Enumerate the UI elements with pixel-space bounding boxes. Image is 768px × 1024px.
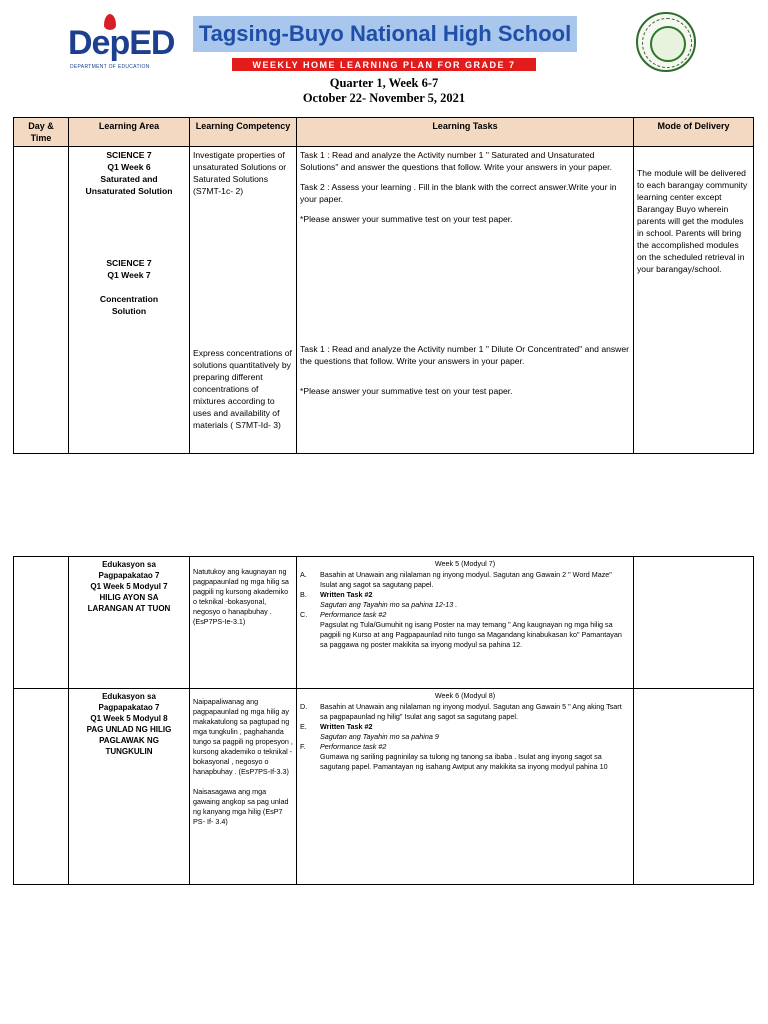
- day-time-cell: [14, 147, 69, 454]
- competency-week6: Investigate properties of unsaturated Solutions or Saturated Solutions (S7MT-1c- 2): [193, 150, 287, 196]
- table-row: [14, 557, 754, 689]
- deped-logo: [68, 14, 175, 74]
- learning-area-cell: Edukasyon sa Pagpapakatao 7 Q1 Week 5 Modyul 8 PAG UNLAD NG HILIG PAGLAWAK NG TUNGKULIN: [69, 689, 190, 885]
- table-header-row: [14, 118, 754, 147]
- deped-wordmark: DepED: [68, 24, 175, 62]
- task-week6-2: Task 2 : Assess your learning . Fill in the blank with the correct answer.Write your in your paper.: [300, 182, 617, 204]
- table-row: [14, 689, 754, 885]
- day-time-cell: [14, 689, 69, 885]
- school-name: Tagsing-Buyo National High School: [198, 21, 572, 46]
- day-time-cell: [14, 557, 69, 689]
- delivery-text: The module will be delivered to each barangay community learning center except Barangay Buyo wherein parents will get the modules in school. Parents will bring the accomplished modules on the scheduled retrieval in your barangay/school.: [637, 168, 748, 274]
- learning-area-cell: Edukasyon sa Pagpapakatao 7 Q1 Week 5 Modyul 7 HILIG AYON SA LARANGAN AT TUON: [69, 557, 190, 689]
- learning-tasks-cell: Week 5 (Modyul 7) A. Basahin at Unawain ang nilalaman ng inyong modyul. Sagutan ang Gawain 2 " Word Maze" Isulat ang sagot sa sagutang papel. B. Written Task #2 Sagutan ang Tayahin mo sa pahina 12-13 . C. Performance task #2 Pagsulat ng Tula/Gumuhit ng isang Poster na may temang " Ang kaugnayan ng mga hilig sa pagpili ng Kurso at ang Pagpapaunlad nito tungo sa Magandang kinabukasan ko" Pamantayan sa paggawa ng poster makikita sa inyong modyul sa pahina 12.: [297, 557, 634, 689]
- mode-of-delivery-cell: [634, 147, 754, 454]
- mode-of-delivery-cell: [634, 689, 754, 885]
- school-name-banner: [193, 16, 577, 52]
- learning-competency-cell: [190, 147, 297, 454]
- plan-title: WEEKLY HOME LEARNING PLAN FOR GRADE 7: [252, 59, 516, 70]
- table-row: [14, 147, 754, 454]
- esp-plan-table: [13, 556, 754, 885]
- learning-competency-cell: Natutukoy ang kaugnayan ng pagpapaunlad ng mga hilig sa pagpili ng kursong akademiko o teknikal -bokasyonal, negosyo o hanapbuhay . (EsP7PS-Ie-3.1): [190, 557, 297, 689]
- plan-title-banner: [232, 58, 536, 71]
- quarter-week: Quarter 1, Week 6-7: [329, 76, 439, 90]
- col-learning-tasks: Learning Tasks: [297, 118, 634, 147]
- date-range: October 22- November 5, 2021: [302, 91, 466, 105]
- school-seal-icon: [636, 12, 696, 72]
- science-plan-table: [13, 117, 754, 454]
- col-learning-area: Learning Area: [69, 118, 190, 147]
- col-mode-of-delivery: Mode of Delivery: [634, 118, 754, 147]
- task-week6-summative: *Please answer your summative test on your test paper.: [300, 214, 513, 224]
- task-week7-1: Task 1 : Read and analyze the Activity number 1 " Dilute Or Concentrated" and answer the questions that follow. Write your answers in your paper.: [300, 344, 630, 366]
- competency-week7: Express concentrations of solutions quantitatively by preparing different concentrations of mixtures according to uses and availability of materials ( S7MT-Id- 3): [193, 348, 292, 430]
- deped-subtitle: DEPARTMENT OF EDUCATION: [70, 64, 150, 70]
- task-week6-1: Task 1 : Read and analyze the Activity number 1 " Saturated and Unsaturated Solutions" and answer the questions that follow. Write your answers in your paper.: [300, 150, 612, 172]
- col-day-time: Day & Time: [14, 118, 69, 147]
- mode-of-delivery-cell: [634, 557, 754, 689]
- learning-competency-cell: Naipapaliwanag ang pagpapaunlad ng mga hilig ay makakatulong sa pagtupad ng mga tungkulin , paghahanda tungo sa pagpili ng propesyon , kursong akademiko o teknikal -bokasyonal , negosyo o hanapbuhay . (EsP7PS-If-3.3) Naisasagawa ang mga gawaing angkop sa pag unlad ng kanyang mga hilig (EsP7 PS- If- 3.4): [190, 689, 297, 885]
- task-week7-summative: *Please answer your summative test on your test paper.: [300, 386, 513, 396]
- learning-area-cell: SCIENCE 7 Q1 Week 6 Saturated and Unsaturated Solution SCIENCE 7 Q1 Week 7 Concentration Solution: [69, 147, 190, 454]
- learning-tasks-cell: Week 6 (Modyul 8) D. Basahin at Unawain ang nilalaman ng inyong modyul. Sagutan ang Gawain 5 " Ang aking Tsart sa pagpapaunlad ng hilig" Isulat ang sagot sa sagutang papel. E. Written Task #2 Sagutan ang Tayahin mo sa pahina 9 F. Performance task #2 Gumawa ng sariling pagninilay sa tulong ng tanong sa ibaba . Isulat ang inyong sagot sa sagutang papel. Pamantayan ng isahang Awtput any makikita sa inyong modyul pahina 10: [297, 689, 634, 885]
- learning-tasks-cell: [297, 147, 634, 454]
- col-learning-competency: Learning Competency: [190, 118, 297, 147]
